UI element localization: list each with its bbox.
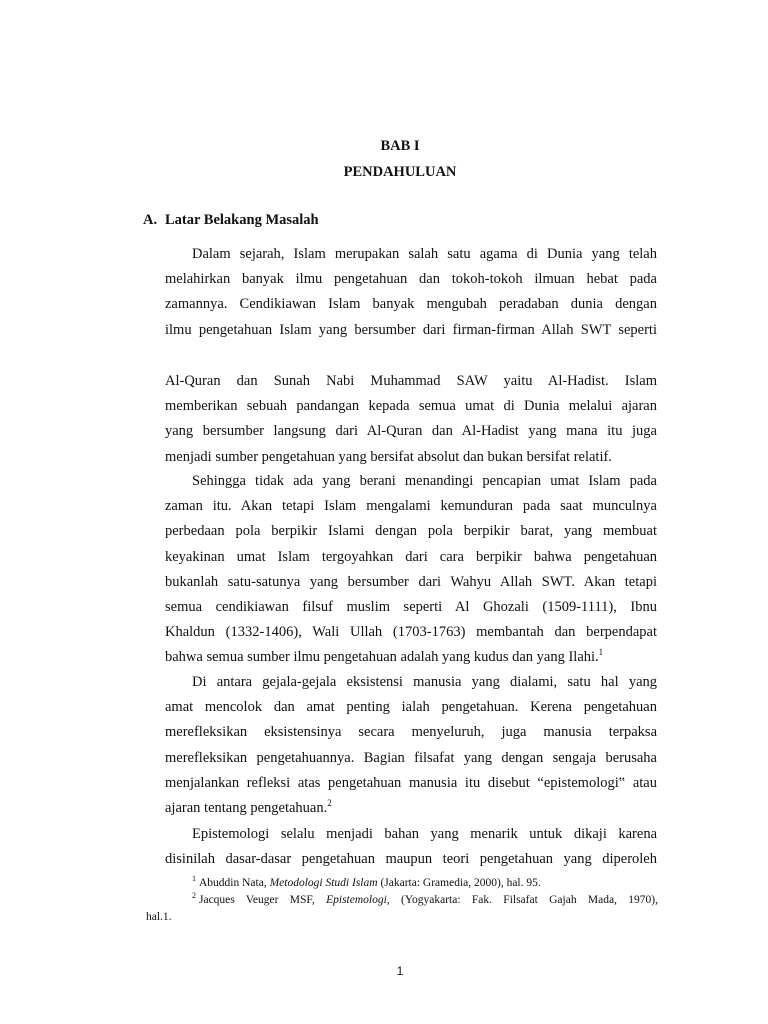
text-line: disinilah dasar-dasar pengetahuan maupun teori pengetahuan yang diperoleh (165, 851, 657, 868)
text-line: semua cendikiawan filsuf muslim seperti Al Ghozali (1509-1111), Ibnu (165, 598, 657, 615)
paragraph-2 (165, 469, 657, 671)
text-line: zaman itu. Akan tetapi Islam mengalami kemunduran pada saat munculnya (165, 498, 657, 515)
text-line: menjalankan refleksi atas pengetahuan manusia itu disebut “epistemologi‟ atau (165, 774, 657, 791)
text-line: menjadi sumber pengetahuan yang bersifat absolut dan bukan bersifat relatif. (165, 448, 612, 465)
footnote-reference[interactable]: 2 (327, 798, 332, 809)
chapter-title: PENDAHULUAN (343, 164, 457, 180)
section-heading (143, 212, 319, 229)
footnote-book-title: Epistemologi (326, 894, 387, 906)
text-line: Sehingga tidak ada yang berani menandingi pencapian umat Islam pada (192, 473, 657, 489)
section-letter: A. (143, 212, 158, 228)
text-line: Al-Quran dan Sunah Nabi Muhammad SAW yaitu Al-Hadist. Islam (165, 373, 657, 389)
section-title: Latar Belakang Masalah (165, 212, 319, 228)
text-line: merefleksikan pengetahuannya. Bagian filsafat yang dengan sengaja berusaha (165, 749, 657, 766)
text-line: perbedaan pola berpikir Islami dengan pola berpikir barat, yang membuat (165, 523, 657, 540)
text-line: Epistemologi selalu menjadi bahan yang menarik untuk dikaji karena (192, 826, 657, 842)
text-line: amat mencolok dan amat penting ialah pengetahuan. Kerena pengetahuan (165, 699, 657, 716)
page-number: 1 (396, 964, 404, 978)
footnotes (146, 875, 658, 926)
footnote-mark: 1 (192, 874, 196, 884)
text-line: keyakinan umat Islam tergoyahkan dari cara berpikir bahwa pengetahuan (165, 548, 657, 565)
text-line-with-footnote (165, 796, 657, 821)
chapter-number: BAB I (380, 138, 420, 154)
text-line: yang bersumber langsung dari Al-Quran dan Al-Hadist yang mana itu juga (165, 423, 657, 440)
text-line: ilmu pengetahuan Islam yang bersumber dari firman-firman Allah SWT seperti (165, 321, 657, 338)
footnote-2-continuation: hal.1. (146, 911, 172, 923)
footnote-mark: 2 (192, 891, 196, 901)
text-line-with-footnote (165, 645, 657, 670)
paragraph-1-continued (165, 369, 657, 470)
paragraph-3 (165, 670, 657, 821)
paragraph-4 (165, 822, 657, 872)
text-line: Khaldun (1332-1406), Wali Ullah (1703-1763) membantah dan berpendapat (165, 624, 657, 641)
text-line: bahwa semua sumber ilmu pengetahuan adalah yang kudus dan yang Ilahi. (165, 649, 599, 666)
text-line: Di antara gejala-gejala eksistensi manusia yang dialami, satu hal yang (192, 674, 657, 690)
paragraph-1 (165, 242, 657, 343)
footnote-1: $^1$ Abuddin Nata, Metodologi Studi Islam (Jakarta: Gramedia, 2000), hal. 95. (192, 874, 541, 889)
text-line: Dalam sejarah, Islam merupakan salah satu agama di Dunia yang telah (192, 246, 657, 262)
footnote-reference[interactable]: 1 (598, 647, 604, 658)
text-line: bukanlah satu-satunya yang bersumber dari Wahyu Allah SWT. Akan tetapi (165, 573, 657, 590)
text-line: ajaran tentang pengetahuan. (165, 799, 328, 816)
text-line: zamannya. Cendikiawan Islam banyak mengubah peradaban dunia dengan (165, 296, 657, 313)
text-line: memberikan sebuah pandangan kepada semua umat di Dunia melalui ajaran (165, 398, 657, 415)
text-line: merefleksikan eksistensinya secara menyeluruh, juga manusia terpaksa (165, 724, 657, 741)
text-line: melahirkan banyak ilmu pengetahuan dan tokoh-tokoh ilmuan hebat pada (165, 271, 657, 288)
footnote-2: $^2$ Jacques Veuger MSF, Epistemologi, (Yogyakarta: Fak. Filsafat Gajah Mada, 1970), (192, 891, 658, 906)
footnote-book-title: Metodologi Studi Islam (269, 877, 378, 889)
